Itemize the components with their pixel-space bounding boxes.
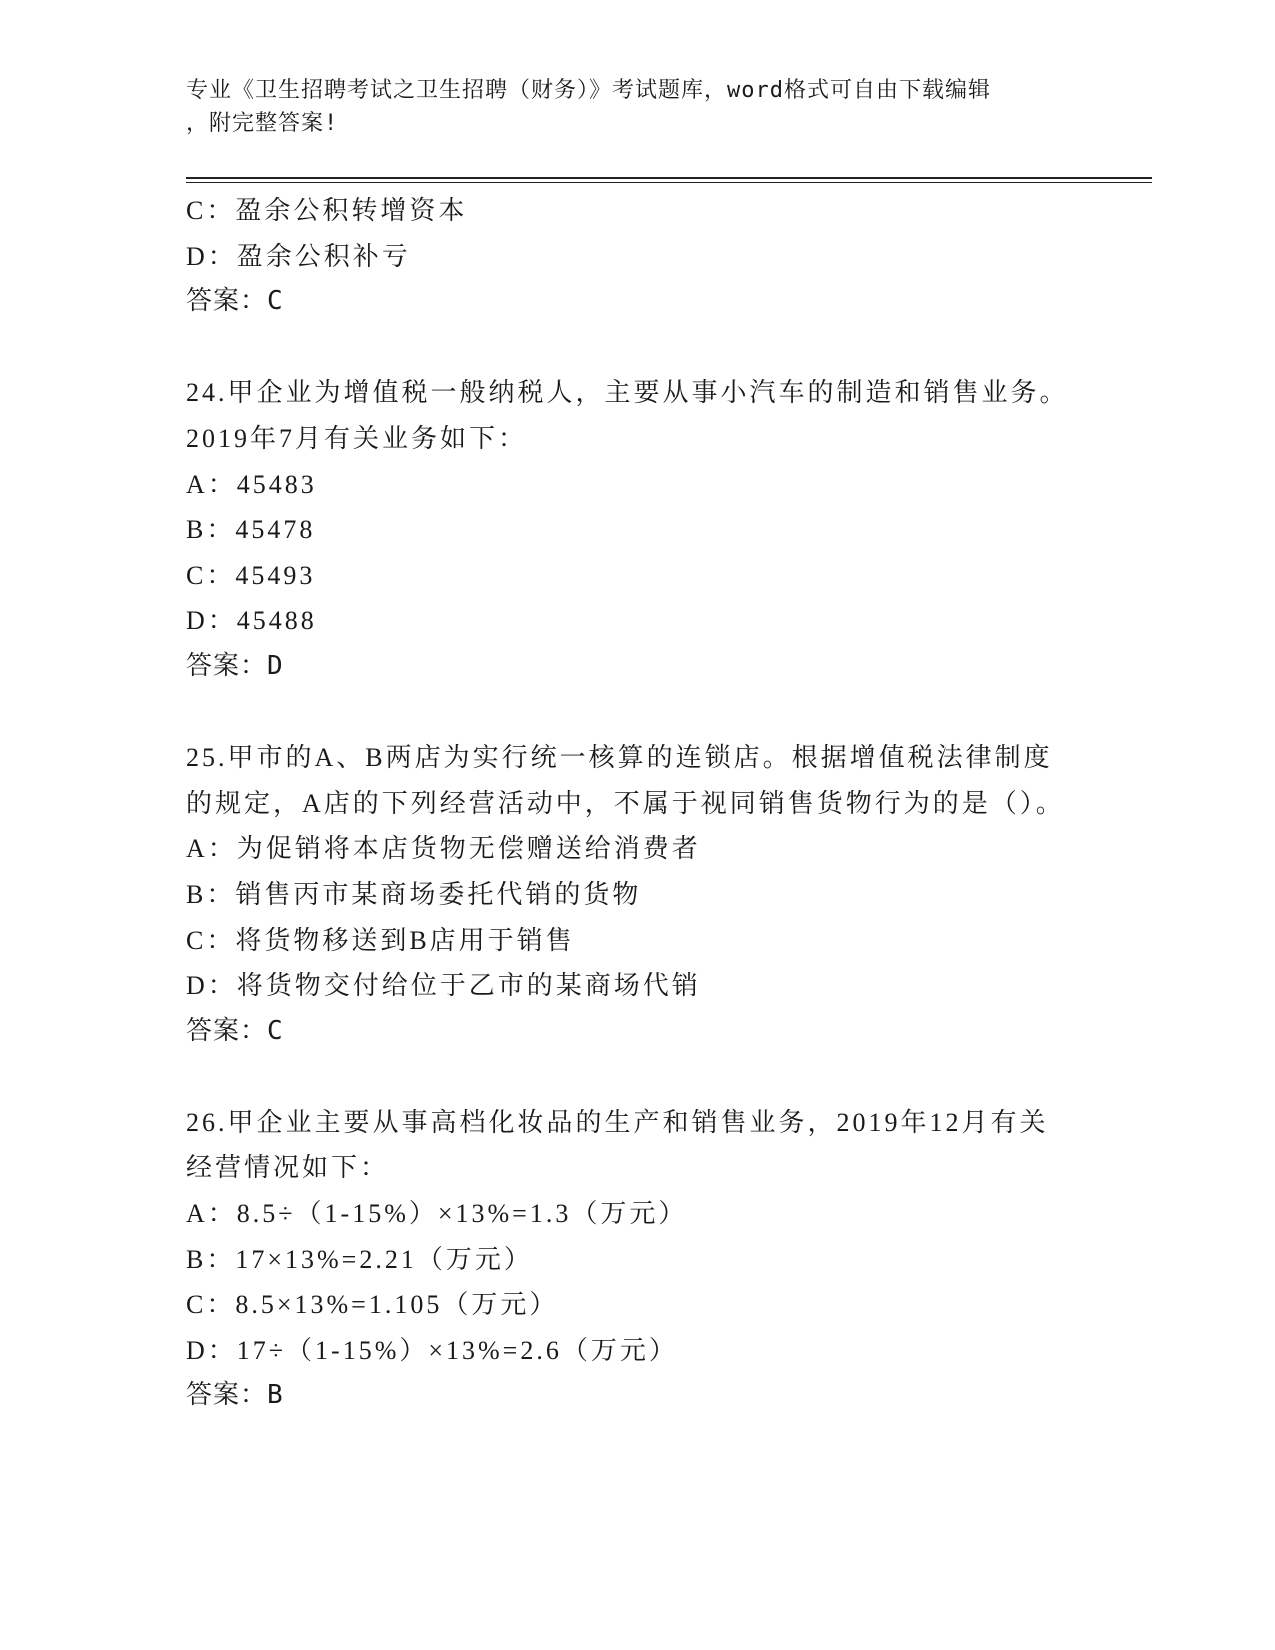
- option-d: D：45488: [186, 606, 317, 636]
- header-line-1: 专业《卫生招聘考试之卫生招聘（财务）》考试题库，word格式可自由下载编辑: [186, 78, 991, 103]
- question-stem: 26.甲企业主要从事高档化妆品的生产和销售业务，2019年12月有关: [186, 1107, 1049, 1137]
- question-25: [186, 735, 1116, 1054]
- question-26: [186, 1100, 1116, 1419]
- question-list: [186, 188, 1116, 1419]
- question-stem: 2019年7月有关业务如下：: [186, 423, 528, 453]
- option-c: C：盈余公积转增资本: [186, 196, 468, 225]
- spacer: [186, 325, 1116, 371]
- option-a: A：8.5÷（1-15%）×13%=1.3（万元）: [186, 1199, 688, 1229]
- option-b: B：45478: [186, 515, 316, 545]
- option-c: C：将货物移送到B店用于销售: [186, 925, 575, 955]
- option-b: B：17×13%=2.21（万元）: [186, 1244, 533, 1274]
- option-c: C：8.5×13%=1.105（万元）: [186, 1290, 559, 1320]
- option-a: A：45483: [186, 469, 317, 499]
- answer: 答案：B: [186, 1380, 284, 1411]
- answer: 答案：C: [186, 286, 284, 317]
- header-divider-thin: [186, 182, 1152, 183]
- option-a: A：为促销将本店货物无偿赠送给消费者: [186, 834, 701, 864]
- option-d: D：17÷（1-15%）×13%=2.6（万元）: [186, 1335, 678, 1365]
- option-c: C：45493: [186, 560, 316, 590]
- header-line-2: ，附完整答案!: [186, 111, 339, 136]
- option-d: D：盈余公积补亏: [186, 241, 411, 271]
- question-24: [186, 370, 1116, 689]
- document-header: [186, 74, 1066, 140]
- spacer: [186, 1054, 1116, 1100]
- answer: 答案：C: [186, 1015, 284, 1046]
- answer: 答案：D: [186, 650, 284, 681]
- option-b: B：销售丙市某商场委托代销的货物: [186, 879, 642, 909]
- question-stem: 经营情况如下：: [186, 1153, 390, 1183]
- question-23: [186, 188, 1116, 325]
- question-stem: 25.甲市的A、B两店为实行统一核算的连锁店。根据增值税法律制度: [186, 743, 1053, 773]
- spacer: [186, 690, 1116, 736]
- header-divider-thick: [186, 177, 1152, 179]
- option-d: D：将货物交付给位于乙市的某商场代销: [186, 971, 701, 1001]
- question-stem: 24.甲企业为增值税一般纳税人，主要从事小汽车的制造和销售业务。: [186, 378, 1069, 408]
- question-stem: 的规定，A店的下列经营活动中，不属于视同销售货物行为的是（）。: [186, 788, 1065, 818]
